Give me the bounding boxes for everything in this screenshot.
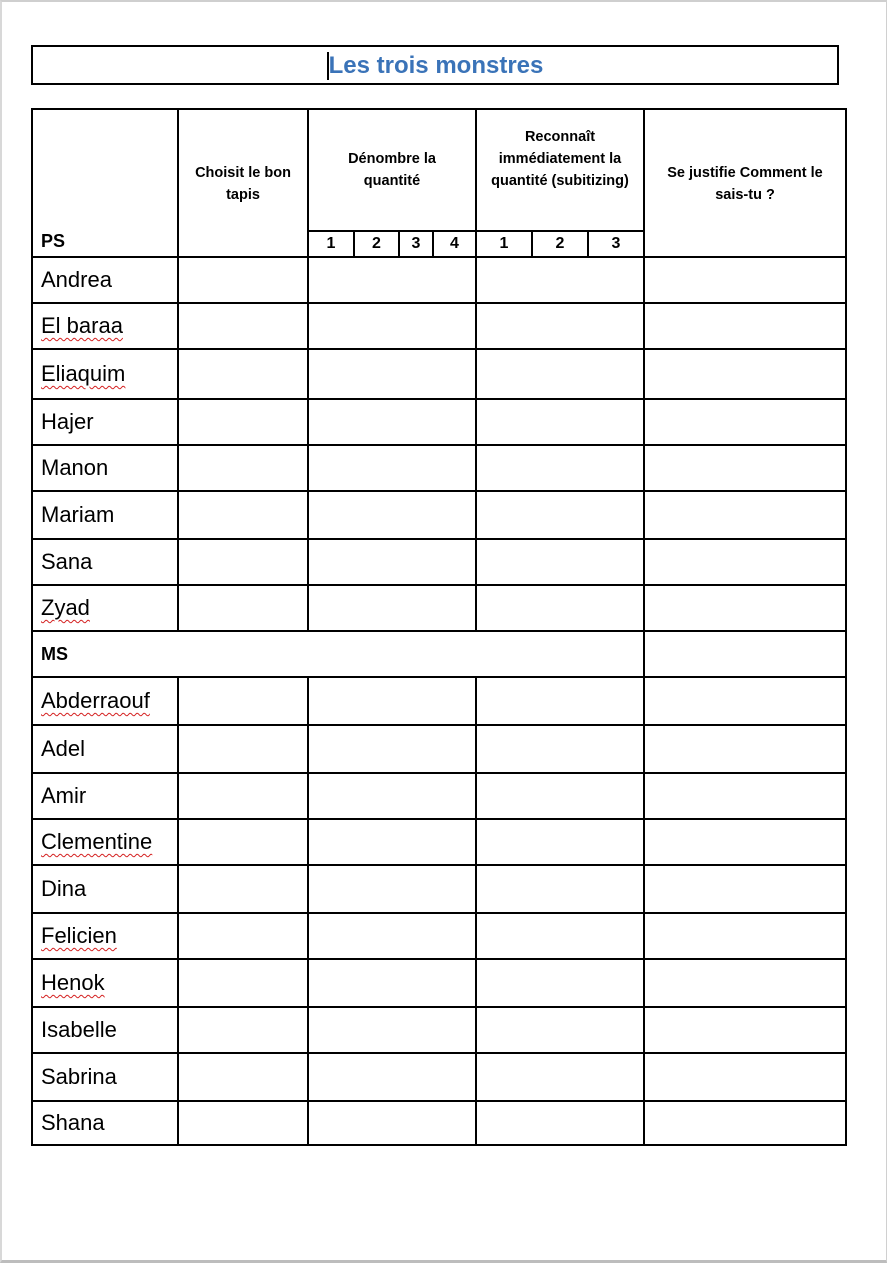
cell-subitizing[interactable] <box>476 1007 644 1053</box>
cell-justifie[interactable] <box>644 257 846 303</box>
header-subitizing-label: Reconnaît immédiatement la quantité (subitizing) <box>491 129 629 189</box>
student-name[interactable]: El baraa <box>41 313 123 338</box>
cell-justifie[interactable] <box>644 913 846 959</box>
cell-subitizing[interactable] <box>476 865 644 913</box>
student-row <box>32 585 846 631</box>
cell-subitizing[interactable] <box>476 819 644 865</box>
header-row <box>32 109 846 231</box>
student-name[interactable]: Eliaquim <box>41 361 126 386</box>
subitizing-3: 3 <box>588 231 644 257</box>
cell-denombre[interactable] <box>308 1053 476 1101</box>
section-label-ps: PS <box>32 109 178 257</box>
section-label-ms: MS <box>32 631 644 677</box>
student-name-cell <box>32 819 178 865</box>
student-name-cell <box>32 1007 178 1053</box>
student-name-cell <box>32 1053 178 1101</box>
cell-denombre[interactable] <box>308 959 476 1007</box>
cell-justifie[interactable] <box>644 1101 846 1145</box>
student-name[interactable]: Felicien <box>41 923 117 948</box>
cell-denombre[interactable] <box>308 491 476 539</box>
student-name[interactable]: Shana <box>41 1110 105 1135</box>
cell-denombre[interactable] <box>308 913 476 959</box>
cell-justifie[interactable] <box>644 631 846 677</box>
cell-subitizing[interactable] <box>476 257 644 303</box>
cell-choisit-tapis[interactable] <box>178 677 308 725</box>
header-justifie-label: Se justifie Comment le sais-tu ? <box>667 165 823 203</box>
cell-choisit-tapis[interactable] <box>178 1053 308 1101</box>
cell-justifie[interactable] <box>644 725 846 773</box>
cell-subitizing[interactable] <box>476 399 644 445</box>
cell-choisit-tapis[interactable] <box>178 445 308 491</box>
cell-choisit-tapis[interactable] <box>178 349 308 399</box>
cell-subitizing[interactable] <box>476 913 644 959</box>
cell-justifie[interactable] <box>644 399 846 445</box>
student-row <box>32 959 846 1007</box>
student-row <box>32 913 846 959</box>
cell-denombre[interactable] <box>308 303 476 349</box>
cell-choisit-tapis[interactable] <box>178 819 308 865</box>
header-subitizing <box>476 109 644 231</box>
cell-choisit-tapis[interactable] <box>178 1007 308 1053</box>
student-name-cell <box>32 257 178 303</box>
cell-justifie[interactable] <box>644 491 846 539</box>
cell-justifie[interactable] <box>644 303 846 349</box>
document-title[interactable]: Les trois monstres <box>328 52 544 79</box>
cell-denombre[interactable] <box>308 1101 476 1145</box>
cell-subitizing[interactable] <box>476 677 644 725</box>
cell-justifie[interactable] <box>644 959 846 1007</box>
student-name[interactable]: Dina <box>41 876 87 901</box>
student-row <box>32 539 846 585</box>
cell-denombre[interactable] <box>308 1007 476 1053</box>
cell-denombre[interactable] <box>308 865 476 913</box>
title-box <box>31 45 839 85</box>
student-name-cell <box>32 585 178 631</box>
cell-denombre[interactable] <box>308 257 476 303</box>
header-denombre-label: Dénombre la quantité <box>348 151 436 189</box>
cell-choisit-tapis[interactable] <box>178 539 308 585</box>
student-row <box>32 399 846 445</box>
cell-denombre[interactable] <box>308 677 476 725</box>
student-row <box>32 491 846 539</box>
cell-choisit-tapis[interactable] <box>178 959 308 1007</box>
subitizing-1: 1 <box>476 231 532 257</box>
cell-denombre[interactable] <box>308 773 476 819</box>
student-name-cell <box>32 491 178 539</box>
cell-justifie[interactable] <box>644 865 846 913</box>
cell-denombre[interactable] <box>308 399 476 445</box>
student-name[interactable]: Mariam <box>41 502 115 527</box>
cell-choisit-tapis[interactable] <box>178 913 308 959</box>
student-row <box>32 677 846 725</box>
section-row-ms <box>32 631 846 677</box>
header-denombre <box>308 109 476 231</box>
cell-subitizing[interactable] <box>476 959 644 1007</box>
cell-subitizing[interactable] <box>476 725 644 773</box>
student-name-cell <box>32 865 178 913</box>
evaluation-table <box>31 108 847 1146</box>
student-name-cell <box>32 539 178 585</box>
student-name[interactable]: Clementine <box>41 829 153 854</box>
student-row <box>32 1007 846 1053</box>
cell-choisit-tapis[interactable] <box>178 257 308 303</box>
header-choisit-tapis <box>178 109 308 257</box>
cell-subitizing[interactable] <box>476 1053 644 1101</box>
cell-justifie[interactable] <box>644 1007 846 1053</box>
cell-subitizing[interactable] <box>476 303 644 349</box>
cell-choisit-tapis[interactable] <box>178 399 308 445</box>
cell-subitizing[interactable] <box>476 585 644 631</box>
student-name[interactable]: Hajer <box>41 409 94 434</box>
student-name[interactable]: Sabrina <box>41 1064 117 1089</box>
cell-justifie[interactable] <box>644 539 846 585</box>
student-name-cell <box>32 399 178 445</box>
cell-subitizing[interactable] <box>476 349 644 399</box>
subitizing-2: 2 <box>532 231 588 257</box>
denombre-2: 2 <box>354 231 399 257</box>
student-name[interactable]: Manon <box>41 455 109 480</box>
cell-justifie[interactable] <box>644 585 846 631</box>
student-row <box>32 257 846 303</box>
student-name-cell <box>32 303 178 349</box>
student-name[interactable]: Zyad <box>41 595 90 620</box>
cell-choisit-tapis[interactable] <box>178 491 308 539</box>
student-row <box>32 1053 846 1101</box>
cell-choisit-tapis[interactable] <box>178 303 308 349</box>
cell-choisit-tapis[interactable] <box>178 773 308 819</box>
student-name-cell <box>32 677 178 725</box>
header-choisit-tapis-label: Choisit le bon tapis <box>195 165 291 203</box>
cell-justifie[interactable] <box>644 773 846 819</box>
cell-subitizing[interactable] <box>476 445 644 491</box>
student-row <box>32 1101 846 1145</box>
student-row <box>32 445 846 491</box>
student-row <box>32 349 846 399</box>
student-row <box>32 303 846 349</box>
cell-denombre[interactable] <box>308 445 476 491</box>
denombre-3: 3 <box>399 231 433 257</box>
denombre-4: 4 <box>433 231 476 257</box>
cell-subitizing[interactable] <box>476 1101 644 1145</box>
student-row <box>32 725 846 773</box>
cell-subitizing[interactable] <box>476 491 644 539</box>
student-name[interactable]: Sana <box>41 549 93 574</box>
cell-denombre[interactable] <box>308 725 476 773</box>
student-name-cell <box>32 1101 178 1145</box>
student-name[interactable]: Isabelle <box>41 1017 117 1042</box>
student-name-cell <box>32 773 178 819</box>
student-row <box>32 819 846 865</box>
student-name-cell <box>32 349 178 399</box>
cell-justifie[interactable] <box>644 1053 846 1101</box>
header-justifie <box>644 109 846 257</box>
cell-justifie[interactable] <box>644 445 846 491</box>
cell-justifie[interactable] <box>644 677 846 725</box>
student-name[interactable]: Abderraouf <box>41 688 150 713</box>
student-name[interactable]: Henok <box>41 970 105 995</box>
cell-choisit-tapis[interactable] <box>178 585 308 631</box>
cell-justifie[interactable] <box>644 349 846 399</box>
cell-choisit-tapis[interactable] <box>178 725 308 773</box>
cell-subitizing[interactable] <box>476 773 644 819</box>
cell-choisit-tapis[interactable] <box>178 865 308 913</box>
student-name[interactable]: Andrea <box>41 267 112 292</box>
student-row <box>32 773 846 819</box>
student-name-cell <box>32 959 178 1007</box>
student-row <box>32 865 846 913</box>
cell-denombre[interactable] <box>308 539 476 585</box>
cell-subitizing[interactable] <box>476 539 644 585</box>
cell-denombre[interactable] <box>308 819 476 865</box>
student-name-cell <box>32 445 178 491</box>
student-name-cell <box>32 913 178 959</box>
student-name[interactable]: Adel <box>41 736 86 761</box>
denombre-1: 1 <box>308 231 354 257</box>
cell-justifie[interactable] <box>644 819 846 865</box>
student-name-cell <box>32 725 178 773</box>
student-name[interactable]: Amir <box>41 783 87 808</box>
cell-choisit-tapis[interactable] <box>178 1101 308 1145</box>
cell-denombre[interactable] <box>308 585 476 631</box>
cell-denombre[interactable] <box>308 349 476 399</box>
